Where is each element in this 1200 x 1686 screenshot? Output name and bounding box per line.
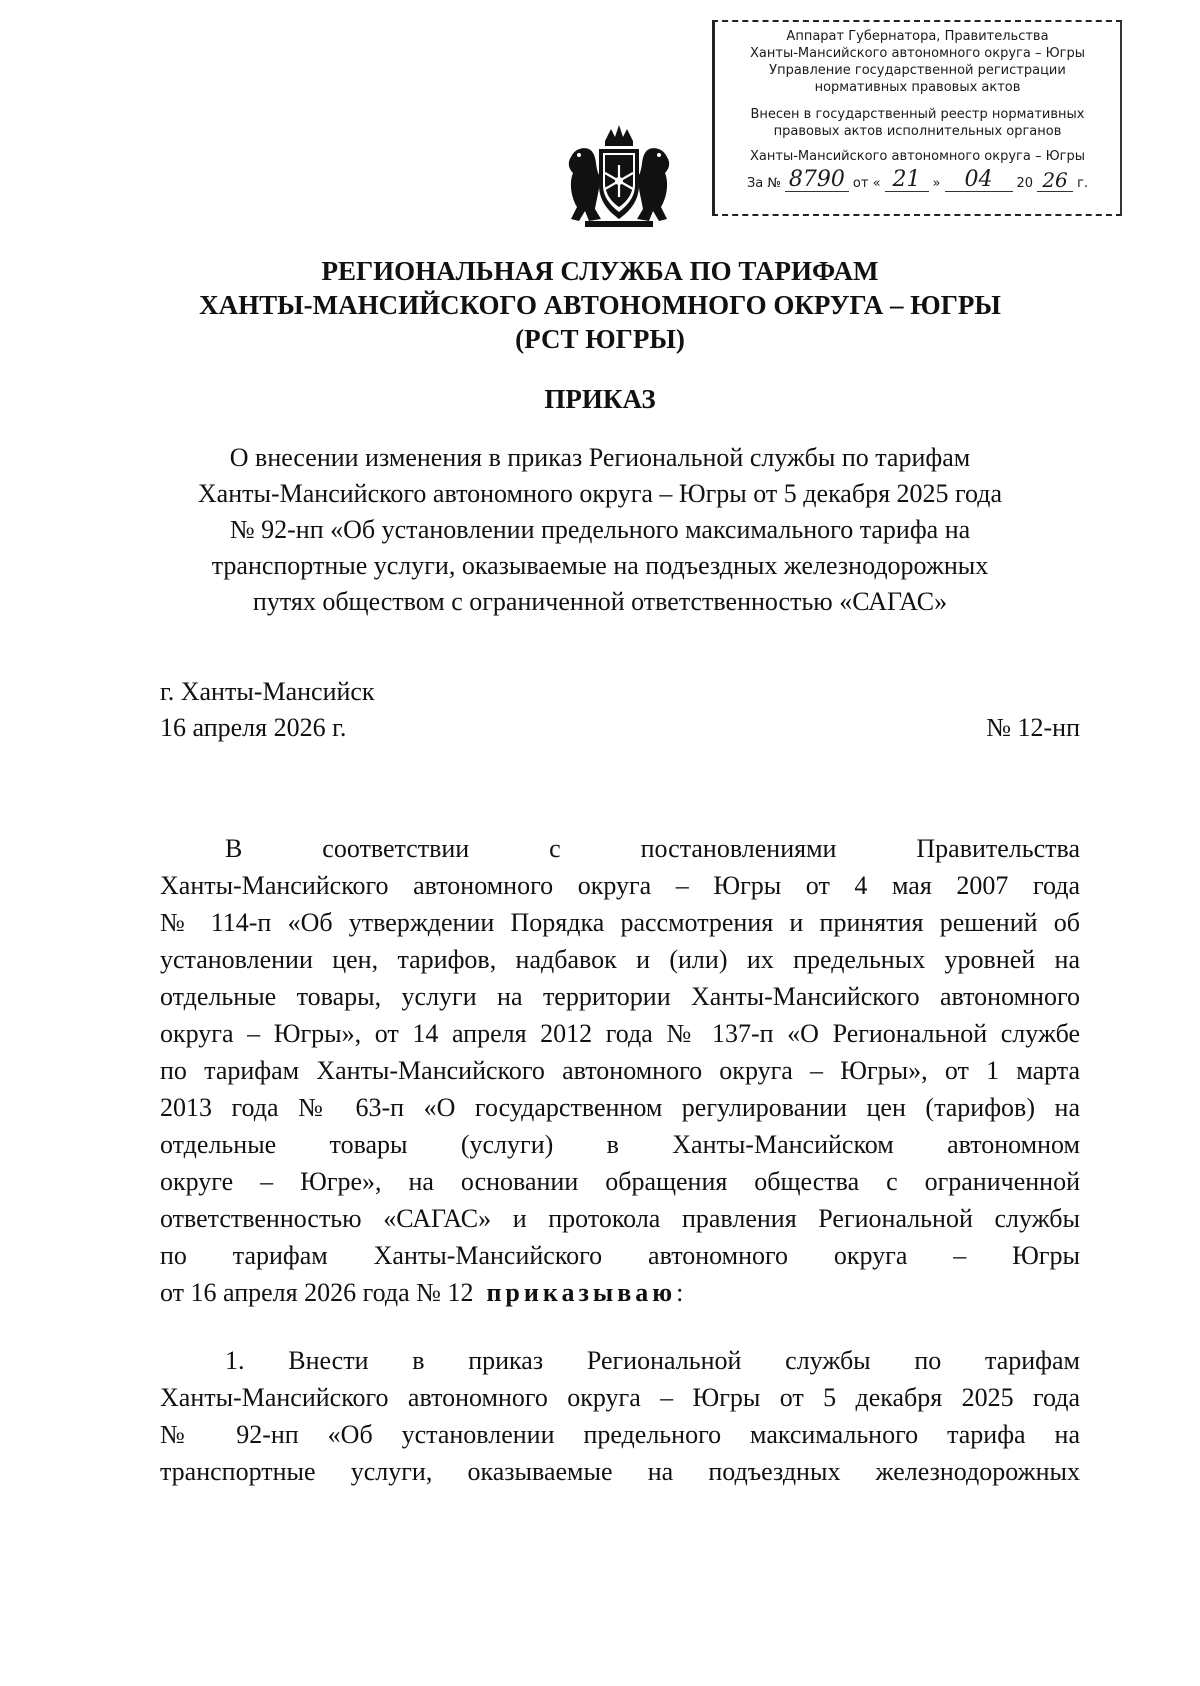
paragraph-line: округа – Югры», от 14 апреля 2012 года № 137-п «О Региональной службе	[160, 1019, 1080, 1048]
preamble-last-line: от 16 апреля 2026 года № 12	[160, 1278, 474, 1307]
stamp-day: 21	[885, 169, 929, 192]
stamp-month: 04	[945, 169, 1013, 192]
stamp-month-sep: »	[932, 176, 941, 191]
item-1-paragraph	[160, 1342, 1080, 1490]
document-number: № 12-нп	[986, 713, 1080, 742]
stamp-line: Аппарат Губернатора, Правительства	[786, 29, 1049, 44]
paragraph-line: № 114-п «Об утверждении Порядка рассмотрения и принятия решений об	[160, 908, 1080, 937]
stamp-year-prefix: 20	[1016, 176, 1034, 191]
subject-line: № 92-нп «Об установлении предельного максимального тарифа на	[229, 515, 971, 544]
paragraph-line: по тарифам Ханты-Мансийского автономного округа – Югры	[160, 1241, 1080, 1270]
paragraph-final-line	[160, 1274, 1080, 1311]
paragraph-line: установлении цен, тарифов, надбавок и (или) их предельных уровней на	[160, 945, 1080, 974]
stamp-line: Ханты-Мансийского автономного округа – Югры	[750, 46, 1085, 61]
paragraph-line: Ханты-Мансийского автономного округа – Югры от 5 декабря 2025 года	[160, 1383, 1080, 1412]
paragraph-line: В соответствии с постановлениями Правительства	[225, 834, 1080, 863]
org-title-line: ХАНТЫ-МАНСИЙСКОГО АВТОНОМНОГО ОКРУГА – ЮГРЫ	[199, 290, 1001, 320]
document-place: г. Ханты-Мансийск	[160, 677, 375, 706]
stamp-line: правовых актов исполнительных органов	[773, 124, 1062, 139]
paragraph-line: № 92-нп «Об установлении предельного максимального тарифа на	[160, 1420, 1080, 1449]
paragraph-line: по тарифам Ханты-Мансийского автономного округа – Югры», от 1 марта	[160, 1056, 1080, 1085]
order-word: приказываю	[486, 1278, 677, 1307]
stamp-reg-prefix: За №	[746, 176, 781, 191]
paragraph-line: 2013 года № 63-п «О государственном регулировании цен (тарифов) на	[160, 1093, 1080, 1122]
preamble-paragraph	[160, 830, 1080, 1311]
stamp-year-suffix: 26	[1037, 169, 1073, 192]
stamp-line: Внесен в государственный реестр нормативных	[750, 107, 1085, 122]
org-title-line: (РСТ ЮГРЫ)	[515, 324, 685, 354]
document-type: ПРИКАЗ	[544, 384, 656, 414]
paragraph-line: транспортные услуги, оказываемые на подъездных железнодорожных	[160, 1457, 1080, 1486]
organization-title	[0, 254, 1200, 356]
paragraph-line: округе – Югре», на основании обращения общества с ограниченной	[160, 1167, 1080, 1196]
paragraph-line: отдельные товары (услуги) в Ханты-Мансийском автономном	[160, 1130, 1080, 1159]
stamp-from-label: от «	[852, 176, 881, 191]
stamp-line: нормативных правовых актов	[814, 80, 1021, 95]
stamp-line: Ханты-Мансийского автономного округа – Югры	[750, 149, 1085, 164]
coat-of-arms-icon	[565, 123, 673, 231]
subject-line: Ханты-Мансийского автономного округа – Югры от 5 декабря 2025 года	[197, 479, 1003, 508]
stamp-year-unit: г.	[1077, 176, 1089, 191]
paragraph-line: Ханты-Мансийского автономного округа – Югры от 4 мая 2007 года	[160, 871, 1080, 900]
document-subject	[0, 440, 1200, 620]
subject-line: путях обществом с ограниченной ответственностью «САГАС»	[252, 587, 948, 616]
stamp-reg-number: 8790	[785, 169, 849, 192]
org-title-line: РЕГИОНАЛЬНАЯ СЛУЖБА ПО ТАРИФАМ	[321, 256, 879, 286]
paragraph-line: отдельные товары, услуги на территории Ханты-Мансийского автономного	[160, 982, 1080, 1011]
paragraph-line: ответственностью «САГАС» и протокола правления Региональной службы	[160, 1204, 1080, 1233]
document-date: 16 апреля 2026 г.	[160, 713, 347, 742]
paragraph-line: 1. Внести в приказ Региональной службы по тарифам	[225, 1346, 1080, 1375]
subject-line: транспортные услуги, оказываемые на подъездных железнодорожных	[211, 551, 989, 580]
order-colon: :	[676, 1278, 684, 1307]
stamp-registration-line	[721, 169, 1114, 192]
registration-stamp	[712, 20, 1122, 216]
stamp-line: Управление государственной регистрации	[769, 63, 1066, 78]
subject-line: О внесении изменения в приказ Региональной службы по тарифам	[229, 443, 971, 472]
